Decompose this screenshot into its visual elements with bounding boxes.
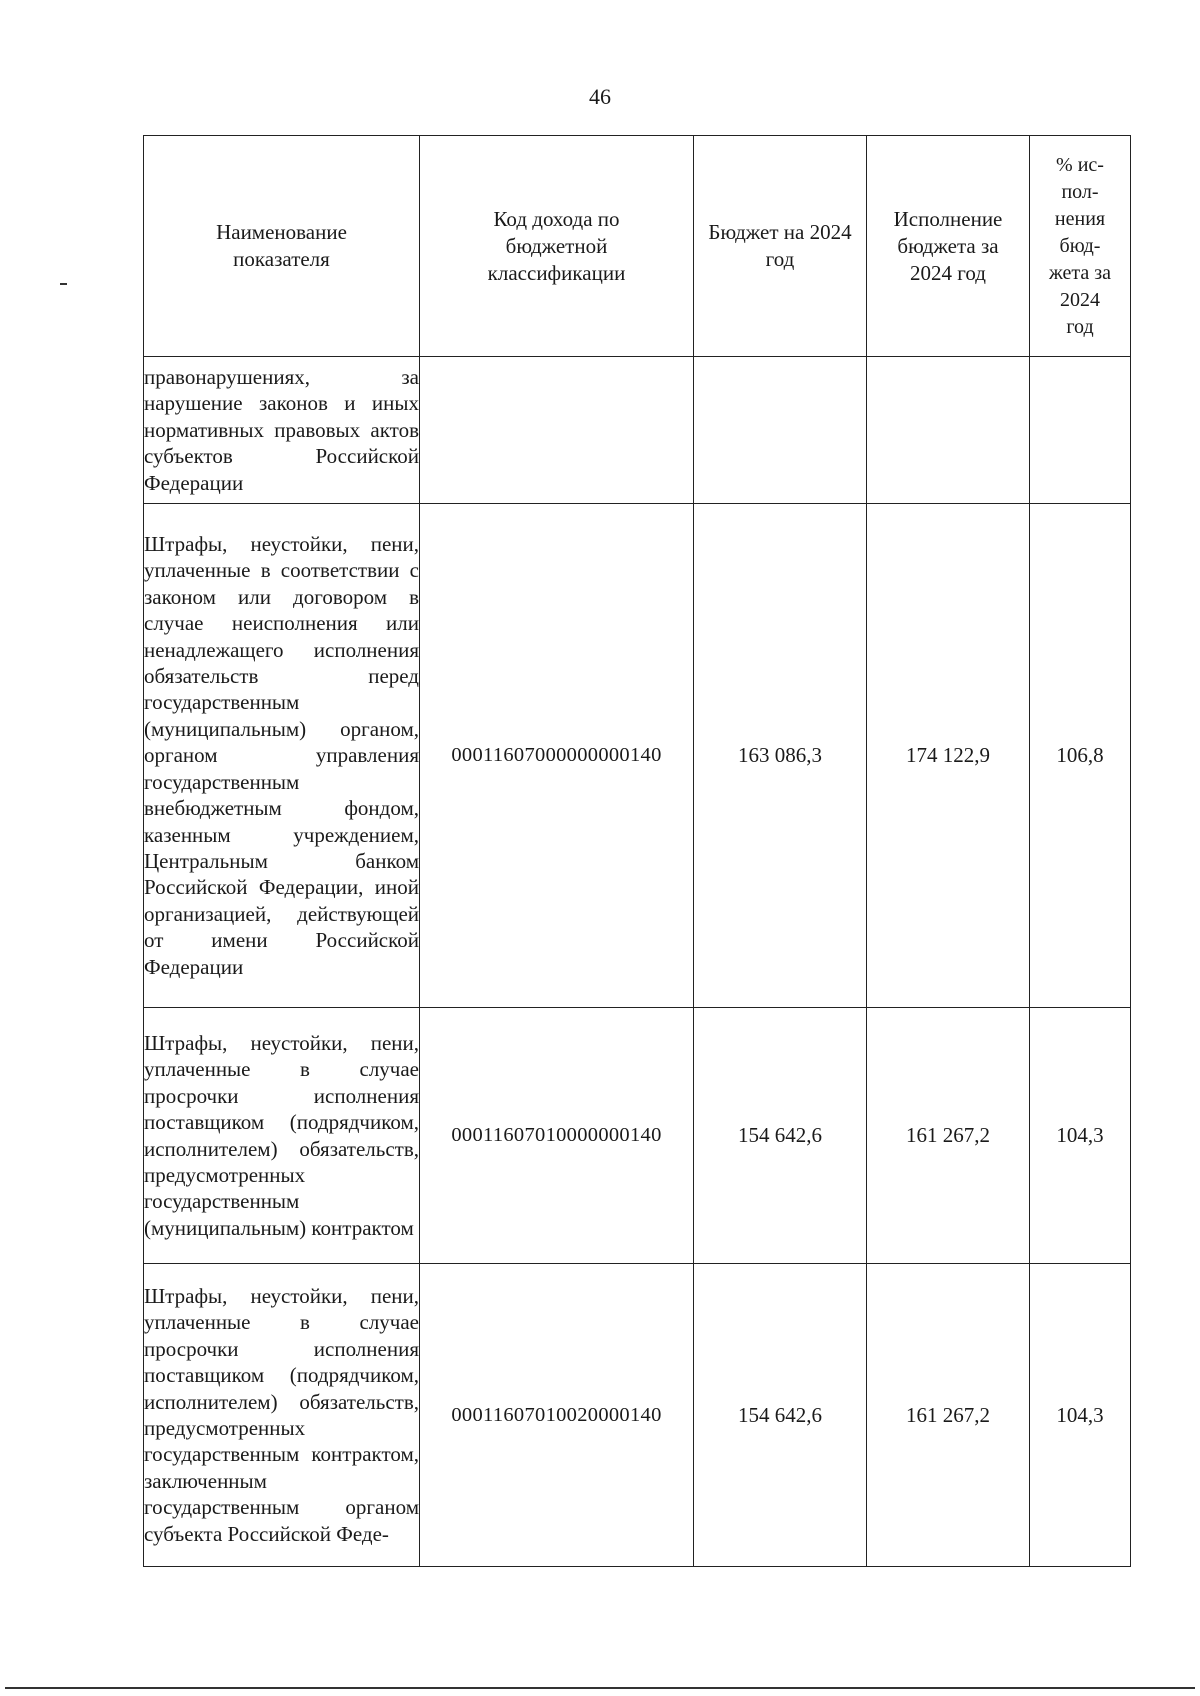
header-name: Наименование показателя <box>144 136 420 357</box>
row-code: 00011607000000000140 <box>420 504 694 1008</box>
row-name <box>144 357 420 504</box>
table-header-row <box>144 136 1131 357</box>
row-percent: 104,3 <box>1030 1264 1131 1567</box>
header-execution: Исполнение бюджета за 2024 год <box>867 136 1030 357</box>
row-name <box>144 504 420 1008</box>
table-row <box>144 1264 1131 1567</box>
row-name-text: Штрафы, неустойки, пени, уплаченные в случае просрочки исполнения поставщиком (подрядчиком, исполнителем) обязательств, предусмотренных государственным (муниципальным) контрактом <box>144 1030 419 1240</box>
header-code: Код дохода по бюджетной классификации <box>420 136 694 357</box>
row-code <box>420 357 694 504</box>
margin-mark <box>60 283 67 285</box>
table-row <box>144 504 1131 1008</box>
row-percent: 104,3 <box>1030 1008 1131 1264</box>
row-execution: 161 267,2 <box>867 1264 1030 1567</box>
page-number: 46 <box>589 84 611 109</box>
bottom-rule <box>5 1687 1195 1689</box>
row-budget: 163 086,3 <box>694 504 867 1008</box>
row-execution: 174 122,9 <box>867 504 1030 1008</box>
row-name-text: Штрафы, неустойки, пени, уплаченные в случае просрочки исполнения поставщиком (подрядчиком, исполнителем) обязательств, предусмотренных государственным контрактом, заключенным государственным органом субъекта Российской Феде- <box>144 1283 419 1546</box>
row-execution <box>867 357 1030 504</box>
budget-table <box>143 135 1131 1567</box>
row-budget: 154 642,6 <box>694 1264 867 1567</box>
table-row <box>144 357 1131 504</box>
table-row <box>144 1008 1131 1264</box>
row-name <box>144 1008 420 1264</box>
row-name-text: правонарушениях, за нарушение законов и иных нормативных правовых актов субъектов Российской Федерации <box>144 364 419 495</box>
row-execution: 161 267,2 <box>867 1008 1030 1264</box>
row-code: 00011607010020000140 <box>420 1264 694 1567</box>
row-percent <box>1030 357 1131 504</box>
row-budget: 154 642,6 <box>694 1008 867 1264</box>
row-code: 00011607010000000140 <box>420 1008 694 1264</box>
row-budget <box>694 357 867 504</box>
row-name-text: Штрафы, неустойки, пени, уплаченные в соответствии с законом или договором в случае неисполнения или ненадлежащего исполнения обязательств перед государственным (муниципальным) органом, органом управления государственным внебюджетным фондом, казенным учреждением, Центральным банком Российской Федерации, иной организацией, действующей от имени Российской Федерации <box>144 532 419 979</box>
header-percent: % ис-пол-нения бюд-жета за 2024 год <box>1030 136 1131 357</box>
header-budget: Бюджет на 2024 год <box>694 136 867 357</box>
row-name <box>144 1264 420 1567</box>
row-percent: 106,8 <box>1030 504 1131 1008</box>
